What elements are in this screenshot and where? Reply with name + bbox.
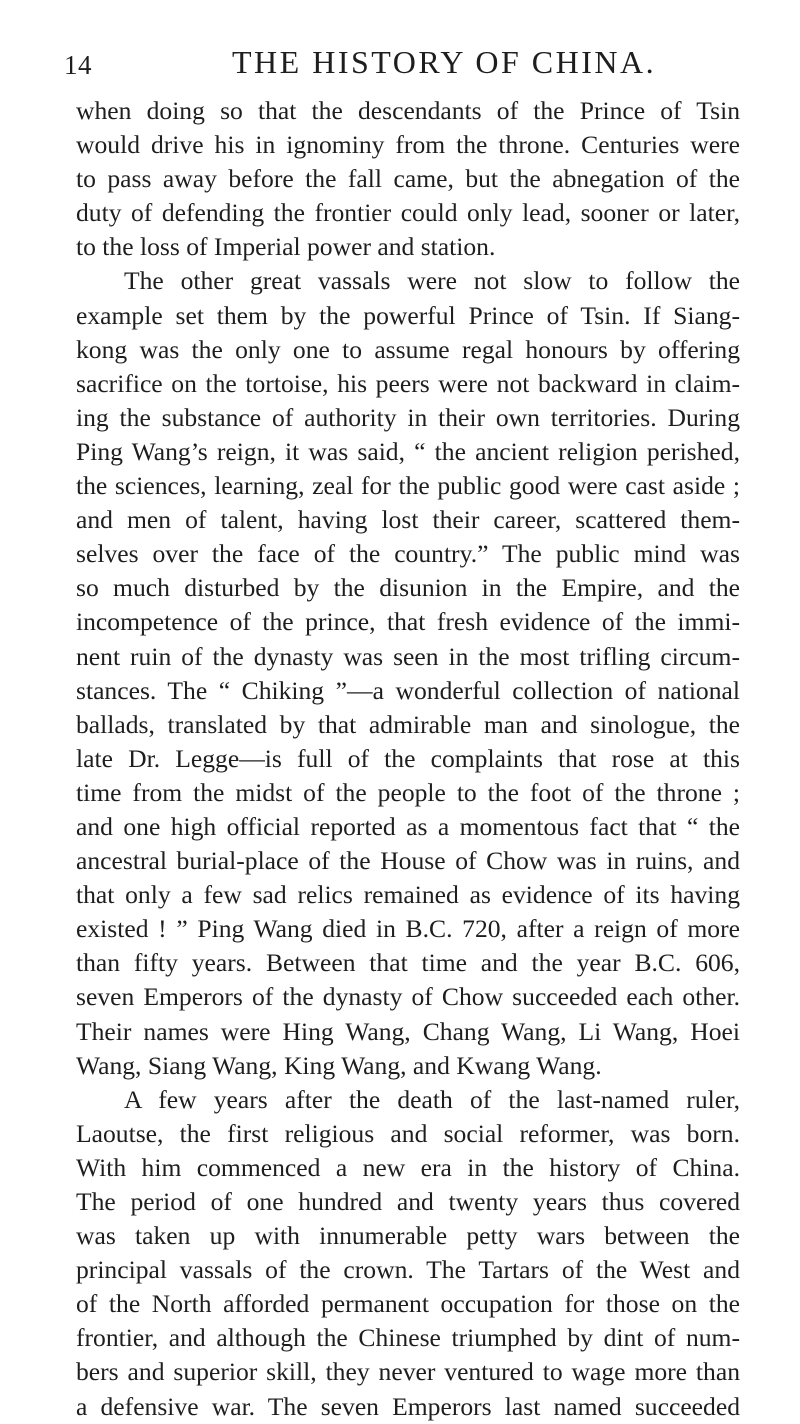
text-line: so much disturbed by the disunion in the Empire, and the: [76, 573, 740, 603]
running-title: THE HISTORY OF CHINA.: [232, 44, 657, 80]
text-line: selves over the face of the country.” The public mind was: [76, 539, 740, 569]
text-line: With him commenced a new era in the history of China.: [76, 1152, 740, 1182]
text-line: ballads, translated by that admirable man and sinologue, the: [76, 709, 740, 739]
text-line: nent ruin of the dynasty was seen in the most trifling circum-: [76, 641, 740, 671]
text-line: and men of talent, having lost their career, scattered them-: [76, 505, 740, 535]
text-line: of the North afforded permanent occupation for those on the: [76, 1289, 740, 1319]
text-line: to the loss of Imperial power and station.: [76, 232, 496, 262]
text-line: duty of defending the frontier could only lead, sooner or later,: [76, 198, 740, 228]
text-line: time from the midst of the people to the foot of the throne ;: [76, 777, 740, 807]
text-line: The period of one hundred and twenty years thus covered: [76, 1187, 740, 1216]
text-line: A few years after the death of the last-named ruler,: [124, 1084, 740, 1114]
text-line: ancestral burial-place of the House of Chow was in ruins, and: [76, 846, 740, 876]
text-line: when doing so that the descendants of the Prince of Tsin: [76, 96, 740, 125]
running-head: [64, 44, 740, 84]
text-line: than fifty years. Between that time and the year B.C. 606,: [76, 948, 740, 978]
text-line: sacrifice on the tortoise, his peers were not backward in claim-: [76, 368, 740, 398]
text-line: that only a few sad relics remained as evidence of its having: [76, 880, 740, 910]
text-line: the sciences, learning, zeal for the public good were cast aside ;: [76, 471, 740, 501]
page-number: 14: [64, 50, 92, 80]
text-line: Ping Wang’s reign, it was said, “ the ancient religion perished,: [76, 436, 740, 466]
text-line: was taken up with innumerable petty wars between the: [76, 1221, 740, 1251]
text-line: frontier, and although the Chinese triumphed by dint of num-: [76, 1323, 740, 1353]
text-line: a defensive war. The seven Emperors last named succeeded: [76, 1391, 740, 1421]
text-line: seven Emperors of the dynasty of Chow succeeded each other.: [76, 982, 740, 1012]
text-line: late Dr. Legge—is full of the complaints that rose at this: [76, 743, 740, 773]
text-line: bers and superior skill, they never ventured to wage more than: [76, 1357, 740, 1387]
text-line: Their names were Hing Wang, Chang Wang, Li Wang, Hoei: [76, 1016, 740, 1046]
text-line: existed ! ” Ping Wang died in B.C. 720, after a reign of more: [76, 914, 740, 944]
text-line: to pass away before the fall came, but the abnegation of the: [76, 164, 740, 194]
text-line: principal vassals of the crown. The Tartars of the West and: [76, 1255, 740, 1285]
text-line: example set them by the powerful Prince of Tsin. If Siang-: [76, 300, 740, 330]
text-line: Wang, Siang Wang, King Wang, and Kwang Wang.: [76, 1050, 602, 1080]
text-line: ing the substance of authority in their own territories. During: [76, 402, 740, 432]
text-line: would drive his in ignominy from the throne. Centuries were: [76, 130, 740, 160]
body-text: [76, 94, 740, 1424]
text-line: and one high official reported as a momentous fact that “ the: [76, 811, 740, 841]
text-line: Laoutse, the first religious and social reformer, was born.: [76, 1118, 740, 1148]
text-line: kong was the only one to assume regal honours by offering: [76, 334, 740, 364]
text-line: incompetence of the prince, that fresh evidence of the immi-: [76, 607, 740, 637]
text-line: stances. The “ Chiking ”—a wonderful collection of national: [76, 675, 740, 705]
text-line: The other great vassals were not slow to follow the: [124, 266, 740, 296]
